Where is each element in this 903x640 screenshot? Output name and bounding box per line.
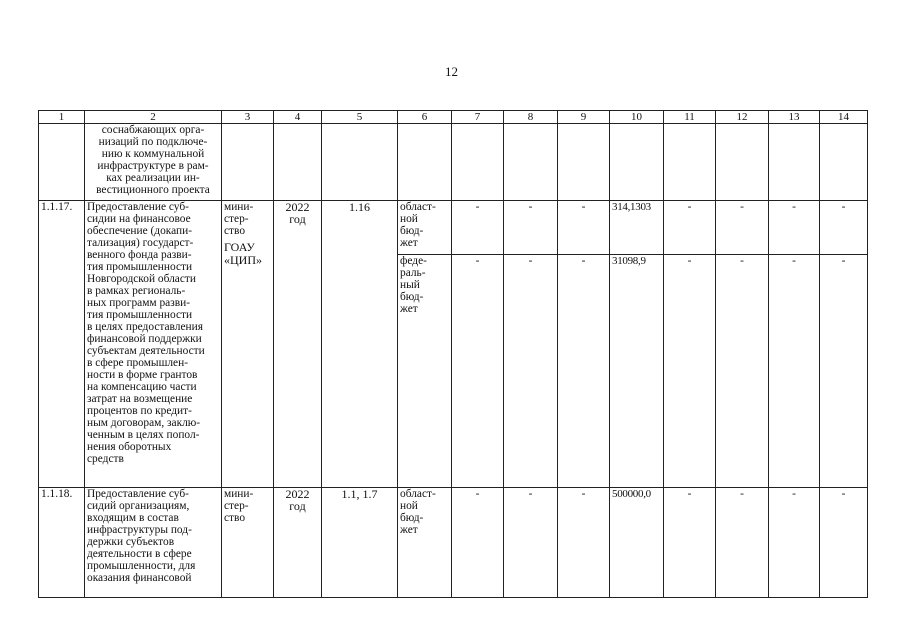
value-cell: - <box>769 201 820 255</box>
row-description: соснабжающих орга- низаций по подключе- нию к коммунальной инфраструктуре в рам- ках реализации ин- вестиционного проекта <box>85 124 222 201</box>
value-cell: - <box>504 488 558 598</box>
value-cell: - <box>716 488 769 598</box>
column-header: 2 <box>85 111 222 124</box>
row-number: 1.1.17. <box>39 201 85 488</box>
value-cell: - <box>664 201 716 255</box>
value-cell-amount: 314,1303 <box>610 201 664 255</box>
value-cell-amount: 31098,9 <box>610 255 664 488</box>
row-number: 1.1.18. <box>39 488 85 598</box>
value-cell: - <box>558 201 610 255</box>
value-cell: - <box>452 201 504 255</box>
funding-source: област- ной бюд- жет <box>398 488 452 598</box>
column-header: 12 <box>716 111 769 124</box>
value-cell: - <box>504 255 558 488</box>
column-header: 1 <box>39 111 85 124</box>
table-row <box>39 201 868 255</box>
row-description: Предоставление суб- сидии на финансовое обеспечение (докапи- тализация) государст- венного фонда разви- тия промышленности Новгородской области в рамках региональ- ных программ разви- тия промышленности в целях предоставления финансовой поддержки субъектам деятельности в сфере промышлен- ности в форме грантов на компенсацию части затрат на возмещение процентов по кредит- ным договорам, заклю- ченным в целях попол- нения оборотных средств <box>85 201 222 488</box>
column-header: 7 <box>452 111 504 124</box>
value-cell: - <box>716 201 769 255</box>
executor-cell <box>222 201 274 488</box>
column-header: 10 <box>610 111 664 124</box>
value-cell: - <box>664 255 716 488</box>
value-cell: - <box>558 255 610 488</box>
column-number-header-row <box>39 111 868 124</box>
term-cell: 2022 год <box>274 201 322 488</box>
value-cell: - <box>820 488 868 598</box>
column-header: 11 <box>664 111 716 124</box>
value-cell: - <box>664 488 716 598</box>
funding-source: феде- раль- ный бюд- жет <box>398 255 452 488</box>
value-cell: - <box>504 201 558 255</box>
column-header: 9 <box>558 111 610 124</box>
executor-org: ГОАУ «ЦИП» <box>224 240 262 267</box>
column-header: 4 <box>274 111 322 124</box>
column-header: 13 <box>769 111 820 124</box>
executor-ministry: мини- стер- ство <box>224 201 254 237</box>
row-description: Предоставление суб- сидий организациям, входящим в состав инфраструктуры под- держки субъектов деятельности в сфере промышленности, для оказания финансовой <box>85 488 222 598</box>
executor-cell: мини- стер- ство <box>222 488 274 598</box>
column-header: 8 <box>504 111 558 124</box>
indicator-cell: 1.1, 1.7 <box>322 488 398 598</box>
column-header: 6 <box>398 111 452 124</box>
funding-source: област- ной бюд- жет <box>398 201 452 255</box>
value-cell: - <box>452 488 504 598</box>
value-cell: - <box>558 488 610 598</box>
column-header: 3 <box>222 111 274 124</box>
table-row <box>39 124 868 201</box>
value-cell: - <box>769 255 820 488</box>
value-cell: - <box>716 255 769 488</box>
value-cell: - <box>769 488 820 598</box>
term-cell: 2022 год <box>274 488 322 598</box>
table-row <box>39 488 868 598</box>
value-cell: - <box>820 201 868 255</box>
budget-table <box>38 110 868 598</box>
value-cell: - <box>452 255 504 488</box>
row-number-cell <box>39 124 85 201</box>
page-number: 12 <box>445 64 458 79</box>
value-cell-amount: 500000,0 <box>610 488 664 598</box>
value-cell: - <box>820 255 868 488</box>
column-header: 5 <box>322 111 398 124</box>
column-header: 14 <box>820 111 868 124</box>
indicator-cell: 1.16 <box>322 201 398 488</box>
